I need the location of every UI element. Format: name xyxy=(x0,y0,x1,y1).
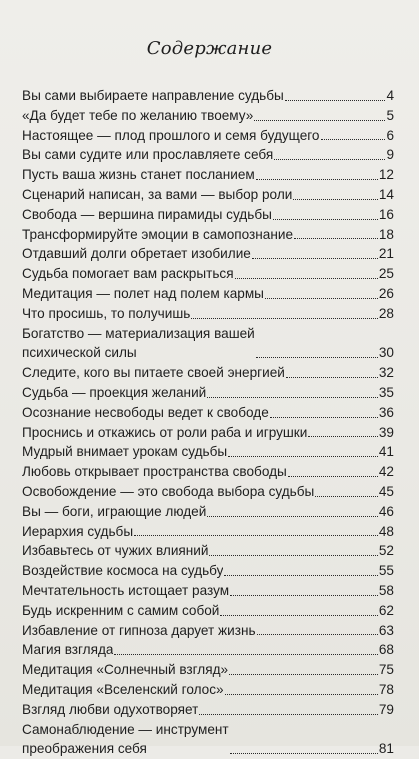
dot-leader xyxy=(256,357,378,358)
toc-entry-title xyxy=(22,324,255,364)
toc-entry xyxy=(22,581,394,601)
toc-entry-title-line1: Самонаблюдение — инструмент xyxy=(22,720,229,740)
toc-entry-title: Вы — боги, играющие людей xyxy=(22,502,206,522)
toc-page-number: 32 xyxy=(379,363,394,383)
toc-entry-title: Будь искренним с самим собой xyxy=(22,601,219,621)
toc-page-number: 28 xyxy=(379,304,394,324)
dot-leader xyxy=(256,179,378,180)
toc-page-number: 79 xyxy=(379,700,394,720)
toc-page-number: 41 xyxy=(379,442,394,462)
dot-leader xyxy=(191,318,378,319)
toc-entry-title: Следите, кого вы питаете своей энергией xyxy=(22,363,285,383)
toc-entry-title-line2: психической силы xyxy=(22,343,255,363)
contents-heading: Содержание xyxy=(0,38,419,59)
toc-entry xyxy=(22,205,394,225)
toc-page-number: 26 xyxy=(379,284,394,304)
toc-entry-title: Избавление от гипноза дарует жизнь xyxy=(22,621,256,641)
toc-page-number: 63 xyxy=(379,621,394,641)
dot-leader xyxy=(209,555,377,556)
toc-entry xyxy=(22,363,394,383)
toc-entry-title: Иерархия судьбы xyxy=(22,522,133,542)
toc-page-number: 35 xyxy=(379,383,394,403)
dot-leader xyxy=(224,575,377,576)
toc-entry xyxy=(22,660,394,680)
toc-entry xyxy=(22,165,394,185)
toc-entry xyxy=(22,383,394,403)
toc-page-number: 48 xyxy=(379,522,394,542)
dot-leader xyxy=(134,535,378,536)
toc-page-number: 46 xyxy=(379,502,394,522)
toc-page-number: 36 xyxy=(379,403,394,423)
toc-entry xyxy=(22,185,394,205)
toc-page-number: 55 xyxy=(379,561,394,581)
toc-entry xyxy=(22,284,394,304)
toc-page-number: 52 xyxy=(379,541,394,561)
dot-leader xyxy=(229,674,378,675)
toc-entry-title: Настоящее — плод прошлого и семя будущего xyxy=(22,126,320,146)
toc-entry-title: Взгляд любви одухотворяет xyxy=(22,700,198,720)
toc-entry xyxy=(22,225,394,245)
toc-entry xyxy=(22,264,394,284)
toc-entry-title: Судьба — проекция желаний xyxy=(22,383,206,403)
dot-leader xyxy=(286,377,378,378)
toc-entry xyxy=(22,621,394,641)
toc-entry xyxy=(22,244,394,264)
toc-entry xyxy=(22,640,394,660)
toc-entry-title: Свобода — вершина пирамиды судьбы xyxy=(22,205,272,225)
toc-entry xyxy=(22,145,394,165)
toc-entry-title: Воздействие космоса на судьбу xyxy=(22,561,223,581)
toc-entry-title: Осознание несвободы ведет к свободе xyxy=(22,403,269,423)
toc-page-number: 18 xyxy=(379,225,394,245)
toc-page-number: 62 xyxy=(379,601,394,621)
dot-leader xyxy=(225,694,378,695)
toc-entry xyxy=(22,106,394,126)
dot-leader xyxy=(114,654,377,655)
dot-leader xyxy=(285,100,386,101)
toc-entry-title: Медитация «Солнечный взгляд» xyxy=(22,660,228,680)
toc-page-number: 30 xyxy=(379,343,394,363)
dot-leader xyxy=(257,634,378,635)
dot-leader xyxy=(294,238,378,239)
dot-leader xyxy=(274,159,385,160)
toc-entry xyxy=(22,423,394,443)
dot-leader xyxy=(230,753,378,754)
toc-entry-title: Пусть ваша жизнь станет посланием xyxy=(22,165,255,185)
toc-entry-title: Судьба помогает вам раскрыться xyxy=(22,264,234,284)
dot-leader xyxy=(270,417,378,418)
toc-page-number: 68 xyxy=(379,640,394,660)
toc-page-number: 81 xyxy=(379,739,394,759)
dot-leader xyxy=(199,714,378,715)
dot-leader xyxy=(288,476,378,477)
toc-entry-title: Что просишь, то получишь xyxy=(22,304,190,324)
toc-entry xyxy=(22,700,394,720)
dot-leader xyxy=(308,436,378,437)
toc-entry xyxy=(22,442,394,462)
dot-leader xyxy=(230,595,378,596)
dot-leader xyxy=(235,278,378,279)
toc-entry-title: Медитация — полет над полем кармы xyxy=(22,284,264,304)
toc-entry-title: Любовь открывает пространства свободы xyxy=(22,462,287,482)
toc-page-number: 42 xyxy=(379,462,394,482)
toc-entry xyxy=(22,720,394,759)
dot-leader xyxy=(207,516,378,517)
toc-entry xyxy=(22,561,394,581)
toc-page-number: 16 xyxy=(379,205,394,225)
toc-entry-title: Магия взгляда xyxy=(22,640,113,660)
dot-leader xyxy=(321,139,386,140)
dot-leader xyxy=(220,615,377,616)
toc-entry xyxy=(22,541,394,561)
table-of-contents xyxy=(22,86,394,759)
dot-leader xyxy=(293,199,378,200)
toc-entry xyxy=(22,482,394,502)
toc-page-number: 39 xyxy=(379,423,394,443)
toc-entry-title-line2: преображения себя xyxy=(22,739,229,759)
toc-entry-title: Вы сами выбираете направление судьбы xyxy=(22,86,284,106)
toc-entry-title: Мечтательность истощает разум xyxy=(22,581,229,601)
toc-entry xyxy=(22,403,394,423)
dot-leader xyxy=(315,496,378,497)
dot-leader xyxy=(273,219,378,220)
toc-entry-title: Проснись и откажись от роли раба и игрушки xyxy=(22,423,307,443)
toc-entry xyxy=(22,304,394,324)
toc-page-number: 45 xyxy=(379,482,394,502)
toc-entry-title xyxy=(22,720,229,759)
toc-entry-title: Мудрый внимает урокам судьбы xyxy=(22,442,227,462)
toc-page-number: 6 xyxy=(386,126,394,146)
toc-entry-title-line1: Богатство — материализация вашей xyxy=(22,324,255,344)
dot-leader xyxy=(265,298,378,299)
toc-entry xyxy=(22,502,394,522)
toc-entry xyxy=(22,522,394,542)
toc-entry xyxy=(22,324,394,364)
toc-entry-title: Избавьтесь от чужих влияний xyxy=(22,541,208,561)
toc-page-number: 14 xyxy=(379,185,394,205)
toc-page-number: 5 xyxy=(386,106,394,126)
toc-entry-title: Трансформируйте эмоции в самопознание xyxy=(22,225,293,245)
toc-entry-title: Отдавший долги обретает изобилие xyxy=(22,244,251,264)
toc-entry-title: Вы сами судите или прославляете себя xyxy=(22,145,273,165)
toc-page-number: 9 xyxy=(386,145,394,165)
toc-page-number: 21 xyxy=(379,244,394,264)
toc-page-number: 12 xyxy=(379,165,394,185)
toc-page-number: 4 xyxy=(386,86,394,106)
toc-entry-title: «Да будет тебе по желанию твоему» xyxy=(22,106,253,126)
toc-entry xyxy=(22,680,394,700)
toc-entry xyxy=(22,462,394,482)
toc-page-number: 25 xyxy=(379,264,394,284)
toc-entry xyxy=(22,601,394,621)
toc-entry xyxy=(22,126,394,146)
toc-page-number: 58 xyxy=(379,581,394,601)
dot-leader xyxy=(254,120,385,121)
dot-leader xyxy=(252,258,378,259)
toc-entry-title: Медитация «Вселенский голос» xyxy=(22,680,224,700)
toc-page-number: 78 xyxy=(379,680,394,700)
dot-leader xyxy=(228,456,378,457)
dot-leader xyxy=(207,397,378,398)
toc-page-number: 75 xyxy=(379,660,394,680)
toc-entry xyxy=(22,86,394,106)
toc-entry-title: Освобождение — это свобода выбора судьбы xyxy=(22,482,314,502)
toc-entry-title: Сценарий написан, за вами — выбор роли xyxy=(22,185,292,205)
